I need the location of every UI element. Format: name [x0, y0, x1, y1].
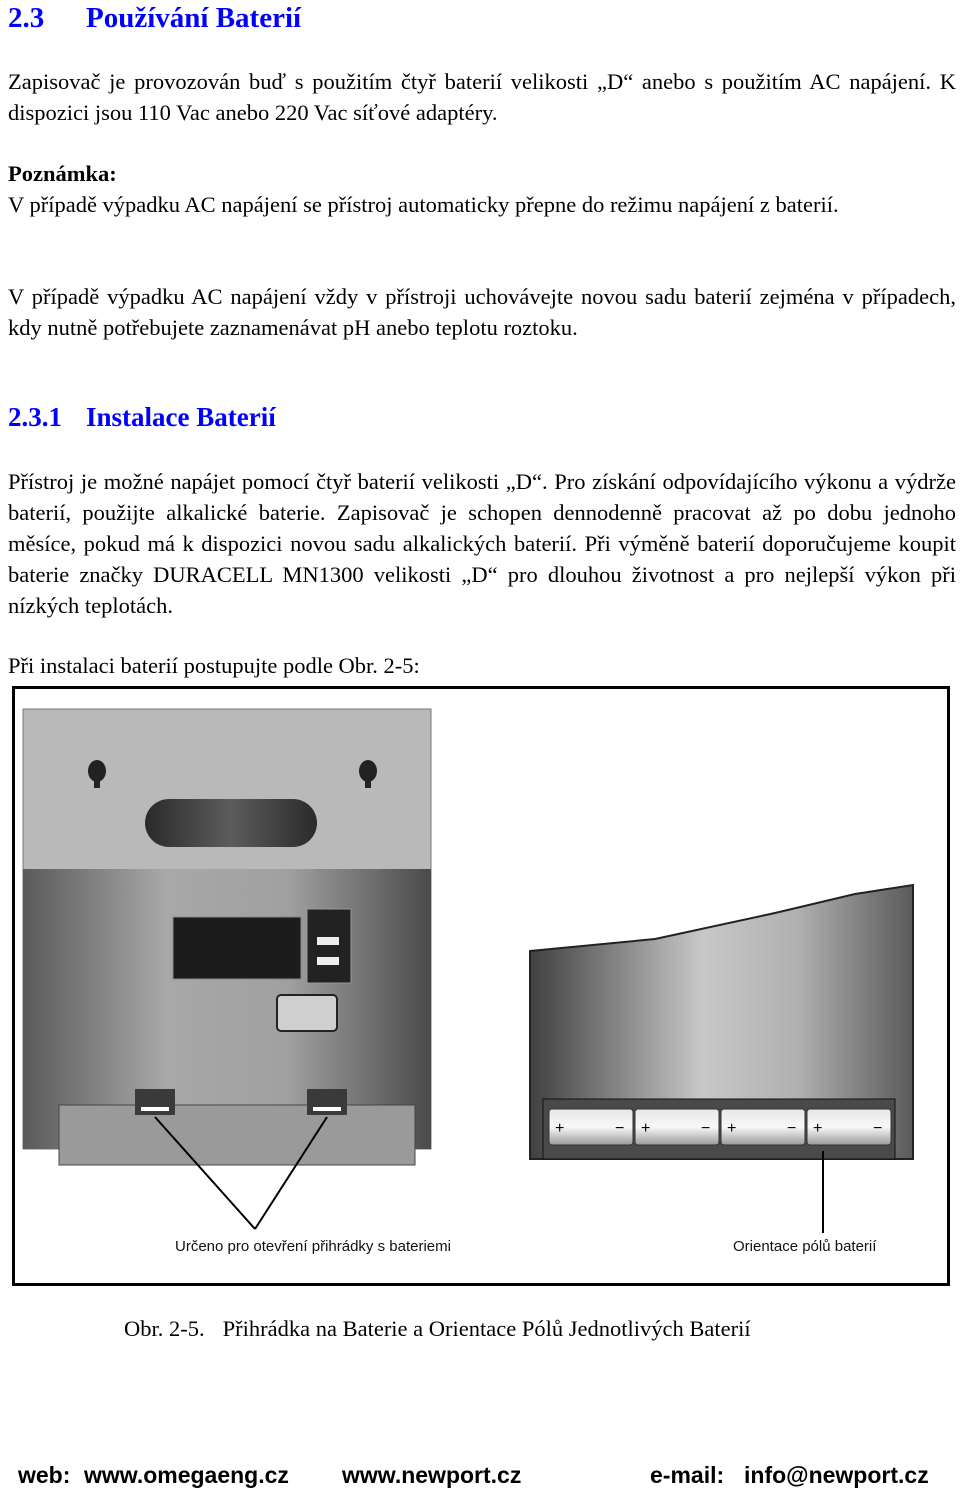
footer-link-omegaeng[interactable]: www.omegaeng.cz: [84, 1462, 289, 1488]
minus-sign: −: [615, 1120, 625, 1137]
section-heading: [8, 2, 301, 35]
minus-sign: −: [787, 1120, 797, 1137]
battery-4: [807, 1109, 891, 1145]
battery-figure: [12, 686, 950, 1286]
caption-text: Přihrádka na Baterie a Orientace Pólů Jednotlivých Baterií: [222, 1316, 751, 1341]
battery-cover: [59, 1105, 415, 1165]
section-title: Používání Baterií: [86, 2, 302, 34]
subsection-title: Instalace Baterií: [86, 402, 276, 432]
label-open-compartment: Určeno pro otevření přihrádky s bateriemi: [175, 1238, 451, 1255]
plus-sign: +: [813, 1120, 823, 1137]
install-paragraph: Přístroj je možné napájet pomocí čtyř baterií velikosti „D“. Pro získání odpovídajícího výkonu a výdrže baterií, použijte alkalické baterie. Zapisovač je schopen dennodenně pracovat až po dobu jednoho měsíce, pokud má k dispozici novou sadu alkalických baterií. Při výměně baterií doporučujeme koupit baterie značky DURACELL MN1300 velikosti „D“ pro dlouhou životnost a pro nejlepší výkon při nízkých teplotách.: [8, 469, 956, 618]
battery-illustration: [15, 689, 947, 1283]
label-polarity: Orientace pólů baterií: [733, 1238, 877, 1255]
section-number: 2.3: [8, 2, 45, 34]
note-block: [8, 158, 956, 220]
connector-panel: [173, 917, 301, 979]
paper-slot: [145, 799, 317, 847]
power-jack: [277, 995, 337, 1031]
subsection-number: 2.3.1: [8, 402, 62, 432]
note-text: V případě výpadku AC napájení se přístroj automaticky přepne do režimu napájení z baterií.: [8, 192, 839, 217]
footer-web-label: web:: [18, 1462, 71, 1488]
battery-2: [635, 1109, 719, 1145]
plus-sign: +: [555, 1120, 565, 1137]
switch-2: [317, 957, 339, 965]
battery-3: [721, 1109, 805, 1145]
page-footer: [0, 1462, 960, 1492]
latch-right: [307, 1089, 347, 1115]
install-intro: Při instalaci baterií postupujte podle Obr. 2-5:: [8, 653, 420, 678]
intro-paragraph: Zapisovač je provozován buď s použitím čtyř baterií velikosti „D“ anebo s použitím AC napájení. K dispozici jsou 110 Vac anebo 220 Vac síťové adaptéry.: [8, 69, 956, 125]
switch-1: [317, 937, 339, 945]
plus-sign: +: [727, 1120, 737, 1137]
minus-sign: −: [701, 1120, 711, 1137]
warning-paragraph: V případě výpadku AC napájení vždy v přístroji uchovávejte novou sadu baterií zejména v případech, kdy nutně potřebujete zaznamenávat pH anebo teplotu roztoku.: [8, 284, 956, 340]
battery-1: [549, 1109, 633, 1145]
footer-email-link[interactable]: info@newport.cz: [744, 1462, 929, 1488]
footer-email-label: e-mail:: [650, 1462, 725, 1488]
switch-block: [307, 909, 351, 983]
latch-left: [135, 1089, 175, 1115]
minus-sign: −: [873, 1120, 883, 1137]
note-title: Poznámka:: [8, 161, 117, 186]
caption-number: Obr. 2-5.: [124, 1316, 205, 1341]
footer-link-newport[interactable]: www.newport.cz: [342, 1462, 522, 1488]
battery-compartment-view: [530, 885, 913, 1255]
subsection-heading: [8, 402, 276, 433]
figure-caption: [124, 1316, 751, 1342]
plus-sign: +: [641, 1120, 651, 1137]
recorder-back-view: [23, 709, 451, 1255]
